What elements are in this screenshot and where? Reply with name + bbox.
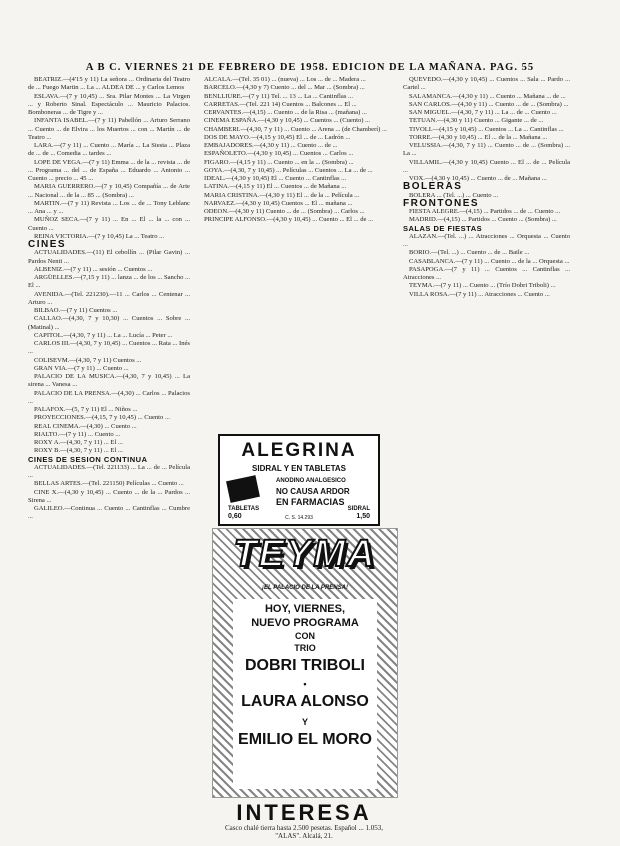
listing-entry: SALAMANCA.—(4,30 y 11) ... Cuento ... Mañana ... de ... [409, 92, 566, 100]
listing-entry: ALBENIZ.—(7 y 11) ... sesión ... Cuentos ... [34, 265, 153, 273]
listing-entry: BILBAO.—(7 y 11) Cuentos ... [34, 307, 118, 314]
listing-entry: CALLAO.—(4,30, 7 y 10,30) ... Cuentos ... Sobre ... (Matinal) ... [28, 315, 190, 331]
listing-entry: TIVOLI.—(4,15 y 10,45) ... Cuentos ... La ... Cantinflas ... [409, 125, 564, 133]
listing-entry: TETUAN.—(4,30 y 11) Cuento ... Gigante ... de ... [409, 117, 544, 125]
listing-entry: ALAZAN.—(Tel. ...) ... Atracciones ... Orquesta ... Cuento ... [403, 232, 570, 248]
listing-entry: LOPE DE VEGA.—(7 y 11) Emma ... de la ... revista ... de ... Programa ... del ... de España ... Eduardo ... Antonio ... Cuento ... precio ... 45 ... [28, 158, 190, 182]
listing-entry: AVENIDA.—(Tel. 221230).—11 ... Carlos ... Centenar ... Arturo ... [28, 290, 190, 306]
listing-entry: DOS DE MAYO.—(4,15 y 10,45) El ... de ... Ladrón ... [204, 133, 351, 141]
listing-entry: CERVANTES.—(4,15) ... Cuento ... de la Risa ... (mañana) ... [204, 109, 367, 116]
alegrina-left-label: TABLETAS [228, 506, 260, 512]
interesa-body: Casco chalé tierra hasta 2.500 pesetas. Español ... 1.053, "ALAS". Alcalá, 21. [224, 824, 384, 840]
teyma-program-line: • [303, 679, 307, 689]
alegrina-left-price: 0,60 [228, 513, 242, 520]
listing-entry: BOLERA ... (Tel. ...) ... Cuento ... [409, 191, 499, 199]
listing-entry: PALACIO DE LA PRENSA.—(4,30) ... Carlos ... Palacios ... [28, 389, 190, 405]
listing-entry: FIGARO.—(4,15 y 11) ... Cuento ... en la ... (Sombra) ... [204, 158, 354, 166]
listing-entry: ACTUALIDADES.—(Tel. 221133) ... La ... de ... Película ... [28, 463, 190, 479]
interesa-title: INTERESA [236, 800, 372, 825]
alegrina-ad [218, 434, 380, 526]
listing-entry: IDEAL.—(4,30 y 10,45) El ... Cuento ... Cantinflas ... [204, 175, 347, 182]
section-heading: SALAS DE FIESTAS [403, 223, 483, 233]
listing-entry: REINA VICTORIA.—(7 y 10,45) La ... Teatro ... [34, 232, 165, 240]
listing-entry: MARTIN.—(7 y 11) Revista ... Los ... de ... Tony Leblanc ... Ana ... y ... [28, 199, 190, 215]
listing-entry: ESLAVA.—(7 y 10,45) ... Sra. Pilar Montes ... La Virgen ... y Roberto Sinal. Espectáculo ... Mauricio Palacios. Bomboneras ... de Tigre y ... [28, 92, 190, 116]
column-left [28, 76, 190, 836]
alegrina-line-2: NO CAUSA ARDOR [276, 487, 350, 496]
listing-entry: ODEON.—(4,30 y 11) Cuento ... de ... (Sombra) ... Carlos ... [204, 208, 365, 215]
listing-entry: CARRETAS.—(Tel. 221 14) Cuentos ... Balcones ... El ... [204, 100, 357, 108]
listing-entry: BELLAS ARTES.—(Tel. 221150) Películas ... Cuento ... [34, 480, 184, 488]
listing-entry: TORRE.—(4,30 y 10,45) ... El ... de la ... Mañana ... [409, 133, 548, 141]
teyma-program-box [233, 599, 377, 789]
listing-entry: GOYA.—(4,30, 7 y 10,45) ... Películas ... Cuentos ... La ... de ... [204, 166, 373, 174]
listing-entry: FIESTA ALEGRE.—(4,15) ... Partidos ... de ... Cuento ... [409, 208, 561, 215]
alegrina-line-1: ANODINO ANALGESICO [276, 478, 346, 484]
listing-entry: GRAN VIA.—(7 y 11) ... Cuento ... [34, 364, 129, 372]
teyma-program-line: CON [295, 631, 315, 641]
listing-entry: INFANTA ISABEL.—(7 y 11) Pabellón ... Arturo Serrano ... Cuento ... de Elvira ... los Muertos ... con ... Martín ... de Teatro ... [28, 117, 190, 141]
interesa-ad [212, 800, 396, 846]
alegrina-right-label: SIDRAL [347, 506, 370, 512]
section-heading: CINES DE SESION CONTINUA [28, 454, 148, 464]
listing-entry: BORIO.—(Tel. ...) ... Cuento ... de ... Baile ... [409, 249, 530, 257]
listing-entry: TEYMA.—(7 y 11) ... Cuento ... (Trío Dobri Triboli) ... [409, 282, 556, 290]
listing-entry: VILLA ROSA.—(7 y 11) ... Atracciones ... Cuento ... [409, 290, 550, 298]
column-middle [198, 76, 394, 432]
listing-entry: BARCELO.—(4,30 y 7) Cuento ... del ... Mar ... (Sombra) ... [204, 84, 365, 92]
listing-entry: NARVAEZ.—(4,30 y 10,45) Cuentos ... El ... mañana ... [204, 199, 353, 207]
teyma-subtitle: ¡EL PALACIO DE LA PRENSA! [262, 585, 348, 591]
listing-entry: CINE X.—(4,30 y 10,45) ... Cuento ... de la ... Pardos ... Sirena ... [28, 488, 190, 504]
listing-entry: CINEMA ESPAÑA.—(4,30 y 10,45) ... Cuentos ... (Cuento) ... [204, 117, 371, 125]
listing-entry: REAL CINEMA.—(4,30) ... Cuento ... [34, 422, 137, 430]
teyma-brand: TEYMA [233, 533, 377, 575]
listing-entry: MADRID.—(4,15) ... Partidos ... Cuento ... (Sombra) ... [409, 216, 557, 224]
listing-entry: MUÑOZ SECA.—(7 y 11) ... En ... El ... la ... con ... Cuento ... [28, 216, 190, 232]
alegrina-brand: ALEGRINA [241, 440, 357, 461]
listing-entry: ESPAÑOLETO.—(4,30 y 10,45) ... Cuentos ... Carlos ... [204, 150, 354, 158]
listing-entry: PASAPOGA.—(7 y 11) ... Cuentos ... Cantinflas ... Atracciones ... [403, 265, 570, 281]
listing-entry: QUEVEDO.—(4,30 y 10,45) ... Cuentos ... Sala ... Pardo ... Cartel ... [403, 76, 570, 92]
section-heading: FRONTONES [403, 197, 480, 209]
listing-entry: VOX.—(4,30 y 10,45) ... Cuento ... de ... Mañana ... [409, 175, 547, 182]
page-header: A B C. VIERNES 21 DE FEBRERO DE 1958. EDICION DE LA MAÑANA. PAG. 55 [85, 62, 535, 73]
listing-entry: BEATRIZ.—(4'15 y 11) La señora ... Ordinaria del Teatro de ... Fuego Martin ... La ... ALDEA DE ... y Carlos Lemos [28, 76, 190, 92]
listing-entry: CASABLANCA.—(7 y 11) ... Cuento ... de la ... Orquesta ... [409, 257, 570, 265]
column-right [403, 76, 570, 836]
teyma-program-line: TRIO [294, 643, 316, 653]
listing-entry: PALAFOX.—(5, 7 y 11) El ... Niños ... [34, 406, 138, 413]
section-heading: BOLERAS [403, 181, 463, 193]
listing-entry: LATINA.—(4,15 y 11) El ... Cuentos ... de Mañana ... [204, 183, 347, 191]
teyma-ad [212, 528, 398, 798]
listing-entry: ROXY B.—(4,30, 7 y 11) ... El ... [34, 447, 123, 455]
listing-entry: BENLLIURE.—(7 y 11) Tel. ... 13 ... La ... Cantinflas ... [204, 92, 353, 100]
teyma-program-line: LAURA ALONSO [241, 693, 369, 710]
alegrina-registration: C. S. 14.293 [285, 515, 313, 521]
listing-entry: ACTUALIDADES.—(11) El cebollín ... (Pilar Gavin) ... Pardos Nenti ... [28, 249, 190, 265]
listing-entry: VILLAMIL.—(4,30 y 10,45) Cuento ... El ... de ... Película ... [403, 158, 570, 174]
listing-entry: GALILEO.—Continua ... Cuento ... Cantinflas ... Cumbre ... [28, 505, 190, 521]
listing-entry: PROYECCIONES.—(4,15, 7 y 10,45) ... Cuento ... [34, 414, 170, 422]
teyma-program-line: EMILIO EL MORO [238, 731, 372, 748]
teyma-program-line: DOBRI TRIBOLI [245, 657, 365, 674]
listing-entry: ALCALA.—(Tel. 35 01) ... (nueva) ... Los ... de ... Madera ... [204, 76, 366, 83]
listing-entry: CHAMBERI.—(4,30, 7 y 11) ... Cuento ... Arena ... (de Chamberí) ... [204, 125, 387, 133]
teyma-program-line: NUEVO PROGRAMA [251, 617, 359, 629]
listing-entry: MARIA GUERRERO.—(7 y 10,45) Compañía ... de Arte ... Nacional ... de la ... 85 ... (Sombra) ... [28, 183, 190, 199]
teyma-program-line: HOY, VIERNES, [264, 603, 346, 615]
listing-entry: ARGÜELLES.—(7,15 y 11) ... lanza ... de los ... Sancho ... El ... [28, 274, 190, 290]
section-heading: CINES [28, 239, 67, 250]
alegrina-right-price: 1,50 [356, 513, 370, 520]
listing-entry: LARA.—(7 y 11) ... Cuento ... María ... La Siesta ... Plaza de ... de ... Comedia ... tardes ... [28, 142, 190, 158]
listing-entry: PRINCIPE ALFONSO.—(4,30 y 10,45) ... Cuento ... El ... de ... [204, 216, 374, 224]
listing-entry: COLISEVM.—(4,30, 7 y 11) Cuentos ... [34, 356, 142, 364]
alegrina-tagline: SIDRAL Y EN TABLETAS [252, 464, 346, 473]
listing-entry: SAN MIGUEL.—(4,30, 7 y 11) ... La ... de ... Cuento ... [409, 109, 557, 116]
listing-entry: SAN CARLOS.—(4,30 y 11) ... Cuento ... de ... (Sombra) ... [409, 100, 569, 108]
listing-entry: ROXY A.—(4,30, 7 y 11) ... El ... [34, 439, 123, 446]
teyma-program-line: Y [301, 717, 308, 727]
bottle-icon [226, 475, 260, 503]
listing-entry: EMBAJADORES.—(4,30 y 11) ... Cuento ... de ... [204, 142, 338, 149]
listing-entry: CARLOS III.—(4,30, 7 y 10,45) ... Cuentos ... Rata ... Inés ... [28, 340, 190, 356]
listing-entry: MARIA CRISTINA.—(4,30 y 11) El ... de la ... Película ... [204, 191, 360, 199]
listing-entry: VELUSSIA.—(4,30, 7 y 11) ... Cuento ... de ... (Sombra) ... La ... [403, 142, 570, 158]
listing-entry: RIALTO.—(7 y 11) ... Cuento ... [34, 430, 121, 438]
listing-entry: CAPITOL.—(4,30, 7 y 11) ... La ... Lucía ... Peter ... [34, 331, 173, 339]
listing-entry: PALACIO DE LA MUSICA.—(4,30, 7 y 10,45) ... La sirena ... Vanesa ... [28, 373, 190, 389]
alegrina-line-3: EN FARMACIAS [276, 497, 345, 507]
